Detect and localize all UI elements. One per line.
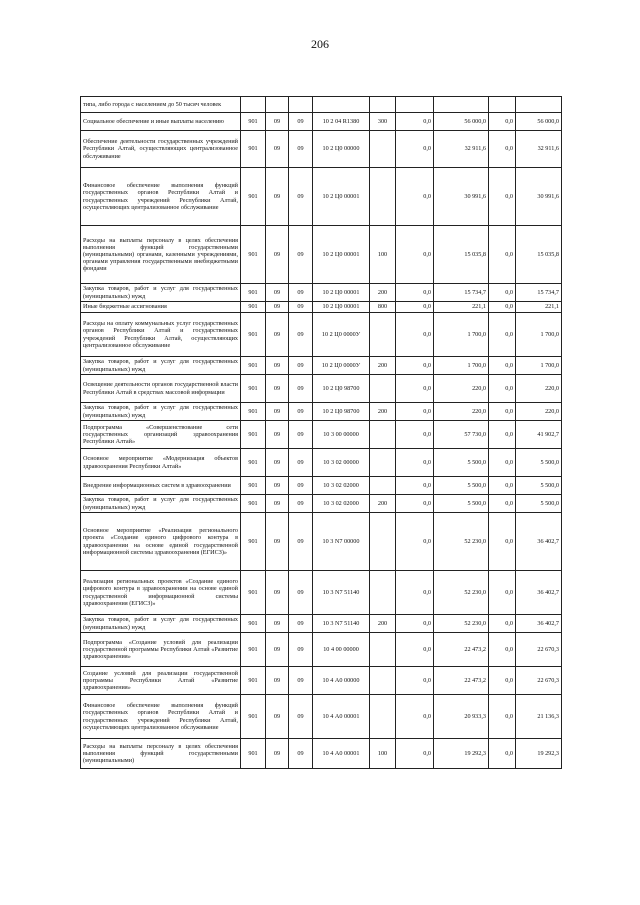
- row-admin-code: 901: [241, 477, 266, 495]
- row-amount-1: 0,0: [396, 168, 434, 226]
- row-amount-1: 0,0: [396, 403, 434, 421]
- row-section: 09: [266, 131, 289, 168]
- row-admin-code: [241, 97, 266, 113]
- row-amount-3: 0,0: [489, 302, 516, 313]
- row-section: 09: [266, 226, 289, 284]
- row-name: Финансовое обеспечение выполнения функций государственных органов Республики Алтай и государственных учреждений Республики Алтай, осуществляющих централизованное обслуживание: [81, 695, 241, 739]
- row-expense-type: [370, 313, 396, 357]
- row-section: 09: [266, 633, 289, 667]
- row-section: 09: [266, 302, 289, 313]
- row-admin-code: 901: [241, 633, 266, 667]
- row-amount-2: 1 700,0: [434, 357, 489, 375]
- row-amount-1: 0,0: [396, 571, 434, 615]
- table-row: [81, 633, 562, 667]
- row-amount-3: 0,0: [489, 113, 516, 131]
- table-row: [81, 113, 562, 131]
- table-row: [81, 375, 562, 403]
- row-amount-2: 56 000,0: [434, 113, 489, 131]
- row-amount-2: 220,0: [434, 403, 489, 421]
- row-section: 09: [266, 449, 289, 477]
- row-expense-type: 300: [370, 113, 396, 131]
- row-amount-1: 0,0: [396, 313, 434, 357]
- row-subsection: 09: [289, 357, 313, 375]
- row-amount-3: 0,0: [489, 284, 516, 302]
- row-expense-type: [370, 131, 396, 168]
- row-amount-3: 0,0: [489, 495, 516, 513]
- row-expense-type: [370, 695, 396, 739]
- row-section: 09: [266, 513, 289, 571]
- row-name: Закупка товаров, работ и услуг для государственных (муниципальных) нужд: [81, 495, 241, 513]
- row-expense-type: [370, 513, 396, 571]
- row-amount-2: 19 292,3: [434, 739, 489, 769]
- row-expense-type: 200: [370, 403, 396, 421]
- row-amount-4: 36 402,7: [516, 571, 562, 615]
- row-section: 09: [266, 313, 289, 357]
- row-amount-3: 0,0: [489, 226, 516, 284]
- row-amount-2: 52 230,0: [434, 513, 489, 571]
- row-amount-1: 0,0: [396, 226, 434, 284]
- table-row: [81, 97, 562, 113]
- table-row: [81, 695, 562, 739]
- table-row: [81, 403, 562, 421]
- row-target-article: 10 2 Ц0 0000У: [313, 357, 370, 375]
- row-amount-1: 0,0: [396, 695, 434, 739]
- row-amount-1: 0,0: [396, 615, 434, 633]
- row-amount-2: 220,0: [434, 375, 489, 403]
- row-name: Иные бюджетные ассигнования: [81, 302, 241, 313]
- row-subsection: 09: [289, 403, 313, 421]
- row-expense-type: 200: [370, 495, 396, 513]
- row-name: Расходы на оплату коммунальных услуг государственных органов Республики Алтай и государственных учреждений Республики Алтай, осуществляющих централизованное обслуживание: [81, 313, 241, 357]
- row-subsection: 09: [289, 302, 313, 313]
- row-target-article: 10 2 Ц0 98700: [313, 375, 370, 403]
- row-subsection: 09: [289, 667, 313, 695]
- row-amount-3: 0,0: [489, 571, 516, 615]
- row-amount-2: 15 734,7: [434, 284, 489, 302]
- row-amount-4: 21 136,3: [516, 695, 562, 739]
- row-amount-2: 32 911,6: [434, 131, 489, 168]
- row-amount-4: 5 500,0: [516, 495, 562, 513]
- row-amount-1: 0,0: [396, 302, 434, 313]
- row-name: Закупка товаров, работ и услуг для государственных (муниципальных) нужд: [81, 615, 241, 633]
- row-amount-3: 0,0: [489, 357, 516, 375]
- row-subsection: 09: [289, 421, 313, 449]
- row-amount-1: 0,0: [396, 739, 434, 769]
- row-expense-type: 200: [370, 357, 396, 375]
- row-admin-code: 901: [241, 375, 266, 403]
- row-amount-2: 52 230,0: [434, 571, 489, 615]
- row-amount-4: 220,0: [516, 375, 562, 403]
- row-section: 09: [266, 495, 289, 513]
- row-amount-4: 15 035,8: [516, 226, 562, 284]
- row-name: Освещение деятельности органов государственной власти Республики Алтай в средствах массовой информации: [81, 375, 241, 403]
- table-row: [81, 449, 562, 477]
- table-row: [81, 615, 562, 633]
- table-row: [81, 739, 562, 769]
- row-admin-code: 901: [241, 667, 266, 695]
- row-expense-type: [370, 633, 396, 667]
- row-amount-3: [489, 97, 516, 113]
- row-expense-type: [370, 375, 396, 403]
- row-target-article: 10 2 Ц0 00001: [313, 284, 370, 302]
- row-target-article: 10 3 02 00000: [313, 449, 370, 477]
- row-admin-code: 901: [241, 495, 266, 513]
- row-amount-4: 1 700,0: [516, 313, 562, 357]
- row-amount-1: 0,0: [396, 495, 434, 513]
- table-row: [81, 357, 562, 375]
- table-row: [81, 667, 562, 695]
- row-amount-4: 56 000,0: [516, 113, 562, 131]
- row-subsection: 09: [289, 113, 313, 131]
- row-admin-code: 901: [241, 513, 266, 571]
- row-amount-3: 0,0: [489, 421, 516, 449]
- row-expense-type: 800: [370, 302, 396, 313]
- row-section: 09: [266, 113, 289, 131]
- row-subsection: 09: [289, 571, 313, 615]
- row-amount-3: 0,0: [489, 739, 516, 769]
- row-amount-1: 0,0: [396, 284, 434, 302]
- row-section: [266, 97, 289, 113]
- row-amount-1: 0,0: [396, 633, 434, 667]
- row-amount-3: 0,0: [489, 375, 516, 403]
- row-admin-code: 901: [241, 302, 266, 313]
- row-amount-3: 0,0: [489, 513, 516, 571]
- row-amount-3: 0,0: [489, 615, 516, 633]
- row-section: 09: [266, 615, 289, 633]
- row-amount-2: 1 700,0: [434, 313, 489, 357]
- row-target-article: 10 4 А0 00000: [313, 667, 370, 695]
- row-name: Внедрение информационных систем в здравоохранении: [81, 477, 241, 495]
- row-target-article: 10 2 Ц0 00001: [313, 168, 370, 226]
- row-admin-code: 901: [241, 131, 266, 168]
- row-subsection: 09: [289, 449, 313, 477]
- row-amount-2: 5 500,0: [434, 477, 489, 495]
- row-target-article: 10 4 00 00000: [313, 633, 370, 667]
- row-target-article: 10 3 00 00000: [313, 421, 370, 449]
- row-section: 09: [266, 739, 289, 769]
- row-name: Расходы на выплаты персоналу в целях обеспечения выполнения функций государственными (муниципальными): [81, 739, 241, 769]
- row-target-article: 10 3 N7 51140: [313, 615, 370, 633]
- row-amount-3: 0,0: [489, 633, 516, 667]
- row-amount-2: 30 991,6: [434, 168, 489, 226]
- row-subsection: 09: [289, 513, 313, 571]
- row-amount-3: 0,0: [489, 477, 516, 495]
- row-expense-type: [370, 477, 396, 495]
- row-amount-2: 57 730,0: [434, 421, 489, 449]
- row-amount-4: 32 911,6: [516, 131, 562, 168]
- table-row: [81, 302, 562, 313]
- row-target-article: 10 2 Ц0 00001: [313, 302, 370, 313]
- row-expense-type: 100: [370, 226, 396, 284]
- row-subsection: 09: [289, 284, 313, 302]
- row-amount-4: 19 292,3: [516, 739, 562, 769]
- table-row: [81, 477, 562, 495]
- row-section: 09: [266, 284, 289, 302]
- budget-table: [80, 96, 562, 769]
- row-amount-2: 52 230,0: [434, 615, 489, 633]
- row-amount-1: 0,0: [396, 375, 434, 403]
- row-name: Социальное обеспечение и иные выплаты населению: [81, 113, 241, 131]
- row-name: Подпрограмма «Совершенствование сети государственных организаций здравоохранения Республики Алтай»: [81, 421, 241, 449]
- row-expense-type: [370, 97, 396, 113]
- row-amount-1: 0,0: [396, 131, 434, 168]
- row-amount-4: 5 500,0: [516, 477, 562, 495]
- row-target-article: 10 3 02 02000: [313, 477, 370, 495]
- table-row: [81, 571, 562, 615]
- row-section: 09: [266, 477, 289, 495]
- row-target-article: 10 2 Ц0 0000У: [313, 313, 370, 357]
- table-row: [81, 226, 562, 284]
- table-row: [81, 284, 562, 302]
- row-amount-1: 0,0: [396, 477, 434, 495]
- row-amount-4: [516, 97, 562, 113]
- row-target-article: 10 2 Ц0 98700: [313, 403, 370, 421]
- row-section: 09: [266, 667, 289, 695]
- row-admin-code: 901: [241, 284, 266, 302]
- row-section: 09: [266, 375, 289, 403]
- row-amount-3: 0,0: [489, 313, 516, 357]
- row-name: Подпрограмма «Создание условий для реализации государственной программы Республики Алтай «Развитие здравоохранения»: [81, 633, 241, 667]
- table-row: [81, 513, 562, 571]
- row-subsection: 09: [289, 375, 313, 403]
- row-target-article: 10 4 А0 00001: [313, 695, 370, 739]
- row-amount-2: 20 933,3: [434, 695, 489, 739]
- row-expense-type: 200: [370, 284, 396, 302]
- row-amount-4: 15 734,7: [516, 284, 562, 302]
- row-amount-4: 22 670,3: [516, 633, 562, 667]
- row-amount-4: 30 991,6: [516, 168, 562, 226]
- row-name: Закупка товаров, работ и услуг для государственных (муниципальных) нужд: [81, 403, 241, 421]
- row-amount-2: 5 500,0: [434, 449, 489, 477]
- row-section: 09: [266, 695, 289, 739]
- row-subsection: 09: [289, 313, 313, 357]
- row-expense-type: [370, 667, 396, 695]
- row-amount-3: 0,0: [489, 695, 516, 739]
- row-amount-4: 1 700,0: [516, 357, 562, 375]
- row-admin-code: 901: [241, 615, 266, 633]
- row-amount-4: 36 402,7: [516, 615, 562, 633]
- row-amount-1: 0,0: [396, 449, 434, 477]
- row-admin-code: 901: [241, 357, 266, 375]
- row-amount-2: 22 473,2: [434, 633, 489, 667]
- row-amount-2: 22 473,2: [434, 667, 489, 695]
- row-subsection: 09: [289, 633, 313, 667]
- row-amount-1: 0,0: [396, 421, 434, 449]
- row-admin-code: 901: [241, 168, 266, 226]
- row-amount-3: 0,0: [489, 667, 516, 695]
- row-target-article: [313, 97, 370, 113]
- table-row: [81, 131, 562, 168]
- row-amount-4: 41 902,7: [516, 421, 562, 449]
- row-name: Финансовое обеспечение выполнения функций государственных органов Республики Алтай и государственных учреждений Республики Алтай, осуществляющих централизованное обслуживание: [81, 168, 241, 226]
- row-subsection: [289, 97, 313, 113]
- row-amount-2: [434, 97, 489, 113]
- row-admin-code: 901: [241, 403, 266, 421]
- row-expense-type: [370, 571, 396, 615]
- row-amount-4: 36 402,7: [516, 513, 562, 571]
- row-expense-type: [370, 421, 396, 449]
- row-subsection: 09: [289, 131, 313, 168]
- row-subsection: 09: [289, 615, 313, 633]
- row-name: Основное мероприятие «Модернизация объектов здравоохранения Республики Алтай»: [81, 449, 241, 477]
- table-row: [81, 421, 562, 449]
- row-target-article: 10 3 02 02000: [313, 495, 370, 513]
- row-name: Основное мероприятие «Реализация регионального проекта «Создание единого цифрового контура в здравоохранении на основе единой государственной информационной системы здравоохранения (ЕГИСЗ)»: [81, 513, 241, 571]
- row-target-article: 10 3 N7 51140: [313, 571, 370, 615]
- row-target-article: 10 3 N7 00000: [313, 513, 370, 571]
- row-section: 09: [266, 421, 289, 449]
- row-name: Реализация региональных проектов «Создание единого цифрового контура в здравоохранении на основе единой государственной информационной системы здравоохранения (ЕГИСЗ)»: [81, 571, 241, 615]
- row-amount-3: 0,0: [489, 168, 516, 226]
- row-amount-4: 5 500,0: [516, 449, 562, 477]
- row-amount-1: 0,0: [396, 513, 434, 571]
- row-admin-code: 901: [241, 113, 266, 131]
- row-subsection: 09: [289, 168, 313, 226]
- row-admin-code: 901: [241, 226, 266, 284]
- row-target-article: 10 2 Ц0 00001: [313, 226, 370, 284]
- row-amount-4: 22 670,3: [516, 667, 562, 695]
- row-section: 09: [266, 357, 289, 375]
- row-admin-code: 901: [241, 571, 266, 615]
- table-row: [81, 495, 562, 513]
- row-subsection: 09: [289, 477, 313, 495]
- row-target-article: 10 4 А0 00001: [313, 739, 370, 769]
- row-admin-code: 901: [241, 695, 266, 739]
- page-number: 206: [311, 37, 329, 51]
- row-amount-1: 0,0: [396, 357, 434, 375]
- table-row: [81, 168, 562, 226]
- row-amount-4: 221,1: [516, 302, 562, 313]
- row-section: 09: [266, 571, 289, 615]
- table-row: [81, 313, 562, 357]
- row-amount-3: 0,0: [489, 449, 516, 477]
- row-amount-1: [396, 97, 434, 113]
- row-section: 09: [266, 403, 289, 421]
- row-expense-type: [370, 449, 396, 477]
- row-amount-1: 0,0: [396, 667, 434, 695]
- row-admin-code: 901: [241, 421, 266, 449]
- row-section: 09: [266, 168, 289, 226]
- row-name: Обеспечение деятельности государственных учреждений Республики Алтай, осуществляющих централизованное обслуживание: [81, 131, 241, 168]
- row-amount-2: 221,1: [434, 302, 489, 313]
- row-amount-2: 15 035,8: [434, 226, 489, 284]
- row-name: Расходы на выплаты персоналу в целях обеспечения выполнения функций государственными (муниципальными) органами, казенными учреждениями, органами управления государственными внебюджетными фондами: [81, 226, 241, 284]
- row-amount-1: 0,0: [396, 113, 434, 131]
- row-subsection: 09: [289, 695, 313, 739]
- row-admin-code: 901: [241, 449, 266, 477]
- row-admin-code: 901: [241, 739, 266, 769]
- row-name: Закупка товаров, работ и услуг для государственных (муниципальных) нужд: [81, 357, 241, 375]
- row-target-article: 10 2 Ц0 00000: [313, 131, 370, 168]
- row-amount-4: 220,0: [516, 403, 562, 421]
- row-target-article: 10 2 04 R1380: [313, 113, 370, 131]
- row-subsection: 09: [289, 226, 313, 284]
- row-subsection: 09: [289, 495, 313, 513]
- row-amount-2: 5 500,0: [434, 495, 489, 513]
- row-subsection: 09: [289, 739, 313, 769]
- row-expense-type: [370, 168, 396, 226]
- row-name: Создание условий для реализации государственной программы Республики Алтай «Развитие здравоохранения»: [81, 667, 241, 695]
- row-expense-type: 200: [370, 615, 396, 633]
- row-name: Закупка товаров, работ и услуг для государственных (муниципальных) нужд: [81, 284, 241, 302]
- row-amount-3: 0,0: [489, 403, 516, 421]
- row-expense-type: 100: [370, 739, 396, 769]
- row-name: типа, либо города с населением до 50 тысяч человек: [81, 97, 241, 113]
- row-admin-code: 901: [241, 313, 266, 357]
- row-amount-3: 0,0: [489, 131, 516, 168]
